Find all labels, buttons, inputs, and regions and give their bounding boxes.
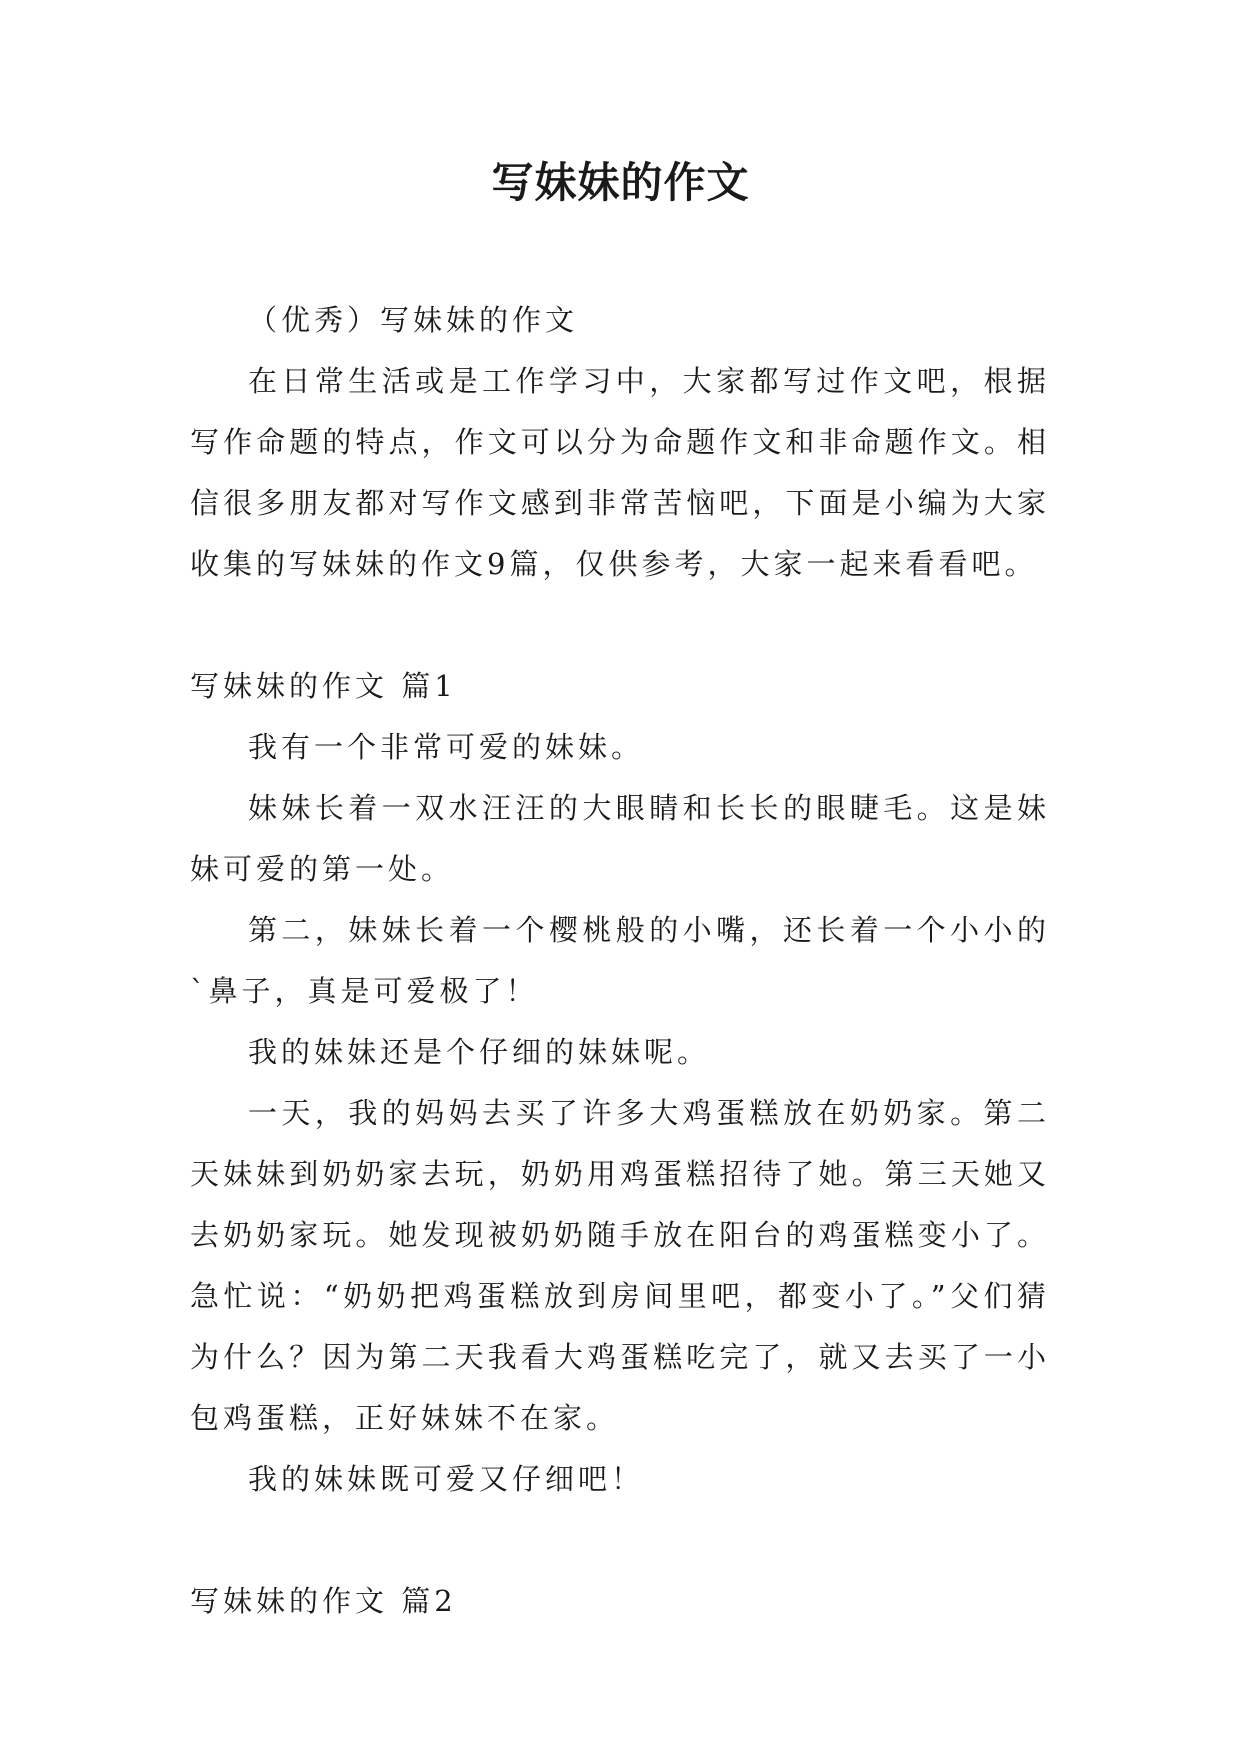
paragraph: 第二，妹妹长着一个樱桃般的小嘴，还长着一个小小的`鼻子，真是可爱极了！ [190, 913, 1050, 1008]
intro-subtitle: （优秀）写妹妹的作文 [248, 303, 579, 337]
document-title: 写妹妹的作文 [491, 158, 750, 207]
paragraph: 我的妹妹既可爱又仔细吧！ [248, 1462, 645, 1496]
section-heading: 写妹妹的作文 篇1 [190, 669, 457, 703]
section-heading: 写妹妹的作文 篇2 [190, 1584, 457, 1618]
document-body [190, 290, 1050, 1632]
paragraph: 我有一个非常可爱的妹妹。 [248, 730, 645, 764]
paragraph: 我的妹妹还是个仔细的妹妹呢。 [248, 1035, 711, 1069]
paragraph: 一天，我的妈妈去买了许多大鸡蛋糕放在奶奶家。第二天妹妹到奶奶家去玩，奶奶用鸡蛋糕招待了她。第三天她又去奶奶家玩。她发现被奶奶随手放在阳台的鸡蛋糕变小了。急忙说：“奶奶把鸡蛋糕放到房间里吧，都变小了。”父们猜为什么？因为第二天我看大鸡蛋糕吃完了，就又去买了一小包鸡蛋糕，正好妹妹不在家。 [190, 1096, 1050, 1435]
paragraph: 妹妹长着一双水汪汪的大眼睛和长长的眼睫毛。这是妹妹可爱的第一处。 [190, 791, 1050, 886]
intro-paragraph: 在日常生活或是工作学习中，大家都写过作文吧，根据写作命题的特点，作文可以分为命题作文和非命题作文。相信很多朋友都对写作文感到非常苦恼吧，下面是小编为大家收集的写妹妹的作文9篇，仅供参考，大家一起来看看吧。 [190, 364, 1050, 581]
